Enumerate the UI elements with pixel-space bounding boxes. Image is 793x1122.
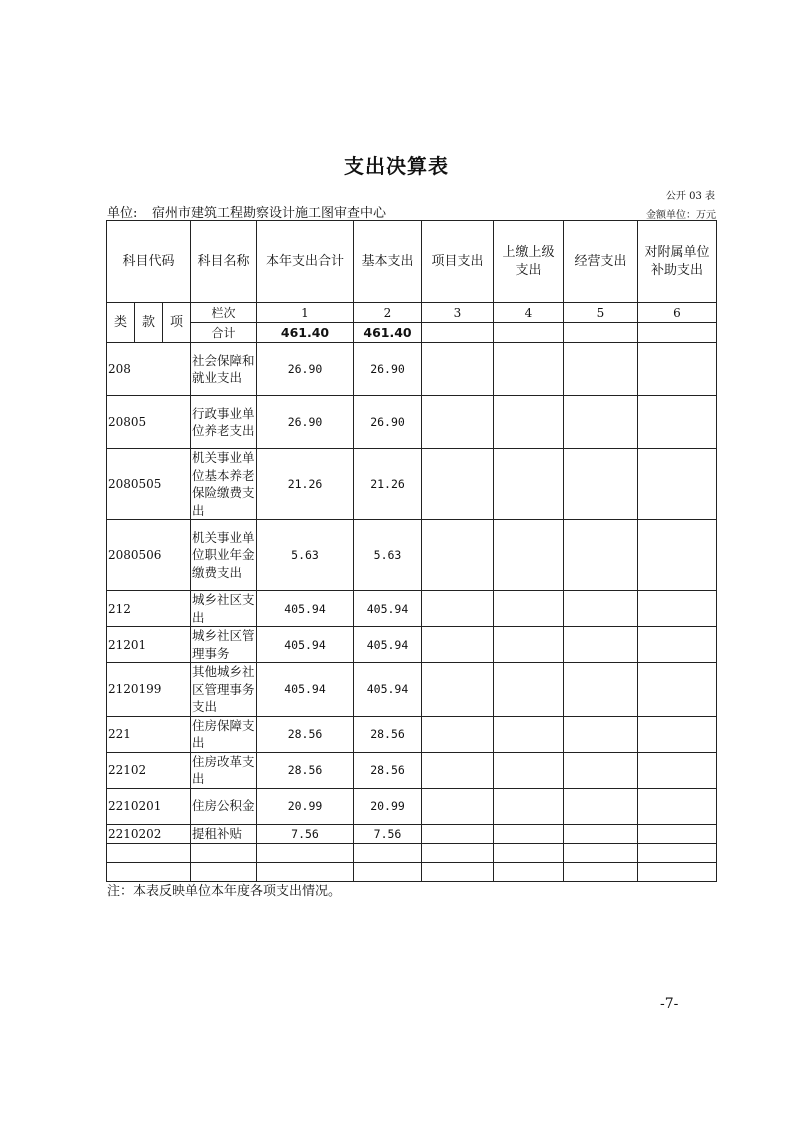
row-code: 2210202 (107, 824, 191, 843)
table-row (107, 396, 717, 449)
row-total: 405.94 (257, 591, 354, 627)
header-row (107, 221, 717, 303)
unit-label: 单位: (107, 206, 138, 221)
unit-name: 宿州市建筑工程勘察设计施工图审查中心 (152, 206, 387, 221)
row-basic: 5.63 (354, 520, 422, 591)
header-total: 本年支出合计 (257, 221, 354, 303)
row-basic: 21.26 (354, 449, 422, 520)
row-code: 208 (107, 343, 191, 396)
row-total: 26.90 (257, 396, 354, 449)
row-code: 2080506 (107, 520, 191, 591)
row-name: 行政事业单位养老支出 (191, 396, 257, 449)
header-subsidiary: 对附属单位补助支出 (638, 221, 717, 303)
row-code: 221 (107, 716, 191, 752)
column-index-6: 6 (638, 303, 717, 323)
form-number: 公开 03 表 (665, 191, 715, 202)
table-row (107, 752, 717, 788)
column-index-1: 1 (257, 303, 354, 323)
table-row (107, 716, 717, 752)
column-index-5: 5 (564, 303, 638, 323)
row-name: 城乡社区支出 (192, 592, 255, 625)
row-code: 212 (107, 591, 191, 627)
header-name: 科目名称 (191, 221, 257, 303)
header-lei: 类 (107, 303, 135, 343)
table-row (107, 449, 717, 520)
row-total: 405.94 (257, 663, 354, 717)
row-name: 机关事业单位职业年金缴费支出 (191, 520, 257, 591)
unit-line (107, 202, 716, 220)
row-code: 2210201 (107, 788, 191, 824)
row-code: 20805 (107, 396, 191, 449)
row-name: 提租补贴 (191, 824, 257, 843)
row-basic: 26.90 (354, 396, 422, 449)
row-code: 21201 (107, 627, 191, 663)
row-name: 社会保障和就业支出 (191, 343, 257, 396)
sum-total: 461.40 (257, 323, 354, 343)
header-business: 经营支出 (564, 221, 638, 303)
header-kuan: 款 (135, 303, 163, 343)
sum-basic: 461.40 (354, 323, 422, 343)
row-name: 住房改革支出 (192, 753, 255, 786)
row-name: 其他城乡社区管理事务支出 (192, 664, 255, 714)
column-index-label: 栏次 (191, 303, 257, 323)
row-basic: 7.56 (354, 824, 422, 843)
row-basic: 28.56 (354, 752, 422, 788)
empty-row (107, 862, 717, 881)
table-row (107, 663, 717, 717)
amount-unit: 金额单位：万元 (646, 210, 716, 221)
row-total: 405.94 (257, 627, 354, 663)
page-number: -7- (660, 996, 679, 1012)
row-code: 2120199 (107, 663, 191, 717)
row-total: 28.56 (257, 752, 354, 788)
row-total: 28.56 (257, 716, 354, 752)
row-basic: 405.94 (354, 591, 422, 627)
row-total: 26.90 (257, 343, 354, 396)
page-title: 支出决算表 (344, 154, 449, 178)
header-basic: 基本支出 (354, 221, 422, 303)
header-code: 科目代码 (107, 221, 191, 303)
row-basic: 405.94 (354, 627, 422, 663)
row-code: 22102 (107, 752, 191, 788)
row-basic: 26.90 (354, 343, 422, 396)
column-index-3: 3 (422, 303, 494, 323)
empty-row (107, 843, 717, 862)
sum-label: 合计 (191, 323, 257, 343)
row-total: 7.56 (257, 824, 354, 843)
row-name: 住房保障支出 (192, 717, 255, 750)
column-index-2: 2 (354, 303, 422, 323)
row-total: 5.63 (257, 520, 354, 591)
row-code: 2080505 (107, 449, 191, 520)
row-name: 住房公积金 (191, 788, 257, 824)
table-row (107, 343, 717, 396)
table-row (107, 520, 717, 591)
row-name: 城乡社区管理事务 (192, 628, 255, 661)
row-total: 21.26 (257, 449, 354, 520)
table-row (107, 627, 717, 663)
header-project: 项目支出 (422, 221, 494, 303)
table-row (107, 788, 717, 824)
sum-row (107, 323, 717, 343)
header-superior: 上缴上级支出 (494, 221, 564, 303)
row-total: 20.99 (257, 788, 354, 824)
expenditure-table (106, 220, 717, 882)
table-row (107, 591, 717, 627)
row-basic: 405.94 (354, 663, 422, 717)
header-xiang: 项 (163, 303, 191, 343)
table-note: 注：本表反映单位本年度各项支出情况。 (107, 884, 342, 899)
column-index-4: 4 (494, 303, 564, 323)
row-name: 机关事业单位基本养老保险缴费支出 (192, 450, 255, 518)
table-row (107, 824, 717, 843)
row-basic: 20.99 (354, 788, 422, 824)
row-basic: 28.56 (354, 716, 422, 752)
column-index-row (107, 303, 717, 323)
